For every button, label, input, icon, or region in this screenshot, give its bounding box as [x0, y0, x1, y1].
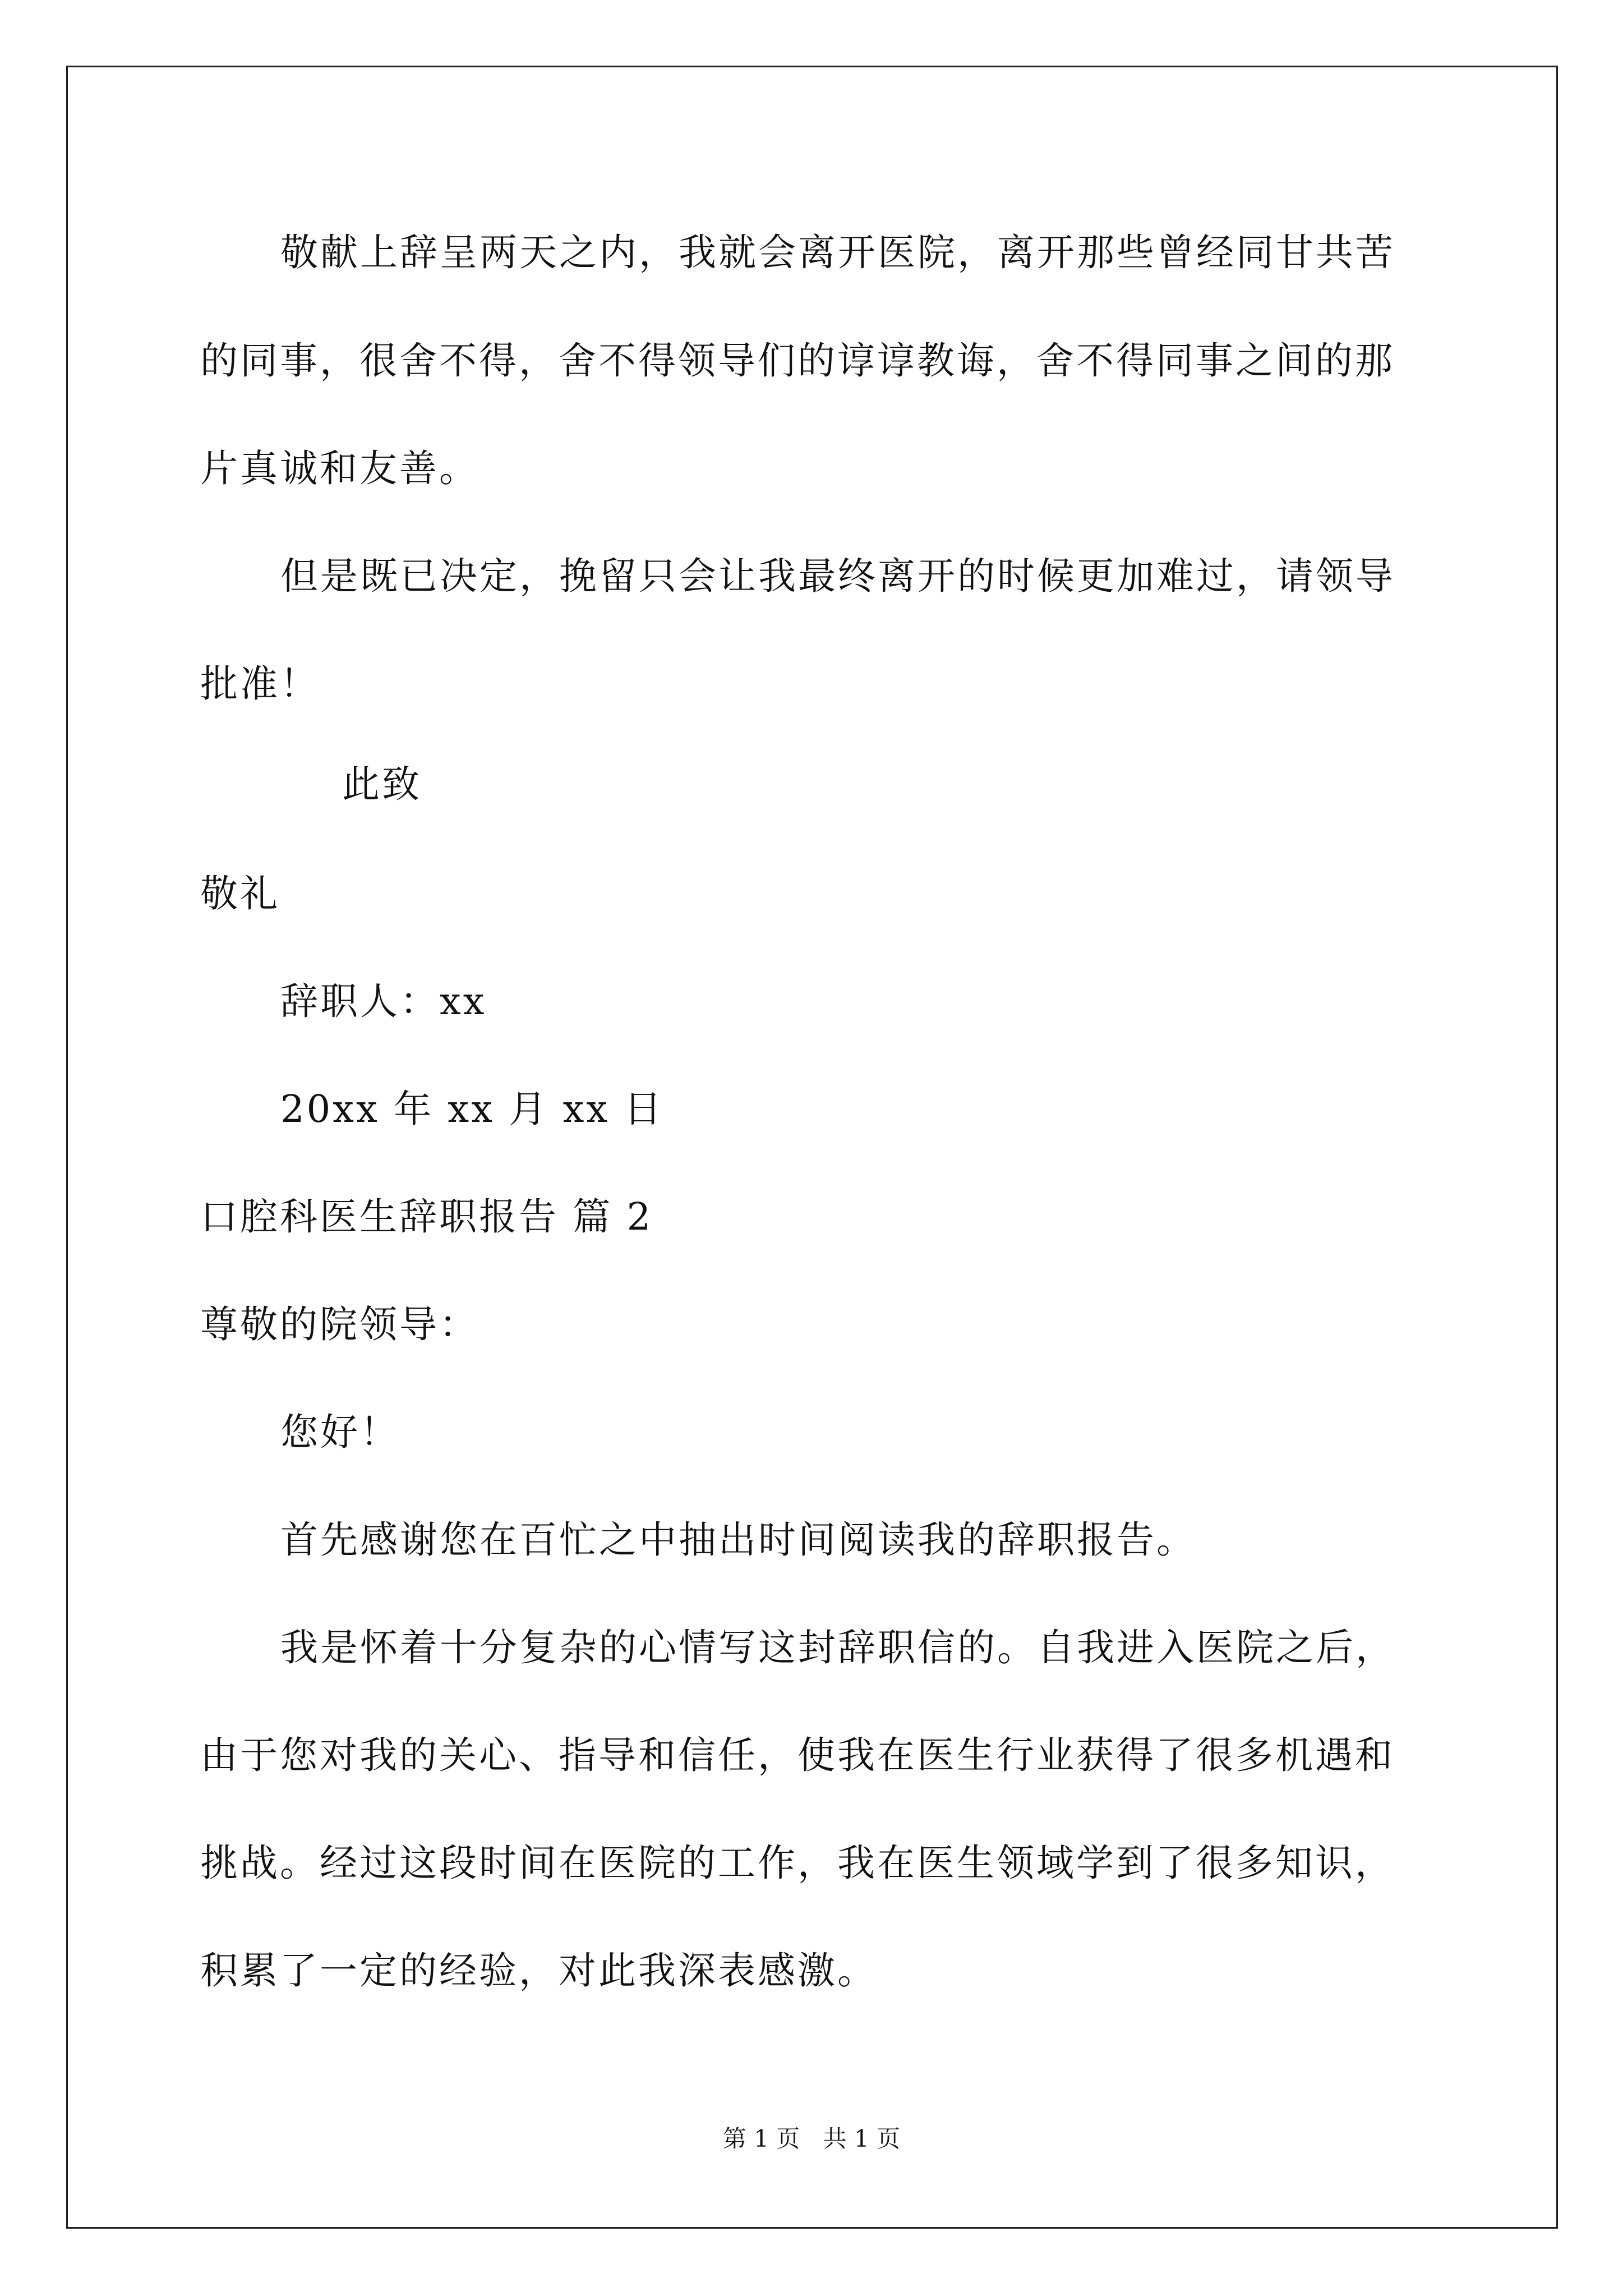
paragraph-line: 批准！ — [200, 662, 320, 706]
letter-salutation: 尊敬的院领导： — [200, 1303, 479, 1346]
greeting: 您好！ — [280, 1410, 400, 1454]
page-total: 共 1 页 — [823, 2125, 901, 2152]
paragraph-line: 挑战。经过这段时间在医院的工作，我在医生领域学到了很多知识， — [200, 1841, 1395, 1885]
section-title: 口腔科医生辞职报告 篇 2 — [200, 1195, 653, 1239]
closing-salutation: 此致 — [342, 762, 422, 806]
paragraph-line: 敬献上辞呈两天之内，我就会离开医院，离开那些曾经同甘共苦 — [280, 231, 1395, 274]
page-footer — [0, 2125, 1623, 2153]
paragraph-line: 首先感谢您在百忙之中抽出时间阅读我的辞职报告。 — [280, 1518, 1196, 1562]
paragraph-line: 的同事，很舍不得，舍不得领导们的谆谆教诲，舍不得同事之间的那 — [200, 339, 1395, 383]
page-number: 第 1 页 — [722, 2125, 800, 2152]
page-border — [66, 66, 1558, 2229]
signature-date: 20xx 年 xx 月 xx 日 — [280, 1087, 664, 1131]
closing-regards: 敬礼 — [200, 872, 280, 915]
paragraph-line: 但是既已决定，挽留只会让我最终离开的时候更加难过，请领导 — [280, 554, 1395, 598]
paragraph-line: 片真诚和友善。 — [200, 447, 479, 490]
paragraph-line: 积累了一定的经验，对此我深表感激。 — [200, 1949, 877, 1993]
paragraph-line: 由于您对我的关心、指导和信任，使我在医生行业获得了很多机遇和 — [200, 1733, 1395, 1777]
signature-name: 辞职人：xx — [280, 979, 487, 1023]
paragraph-line: 我是怀着十分复杂的心情写这封辞职信的。自我进入医院之后， — [280, 1626, 1395, 1669]
